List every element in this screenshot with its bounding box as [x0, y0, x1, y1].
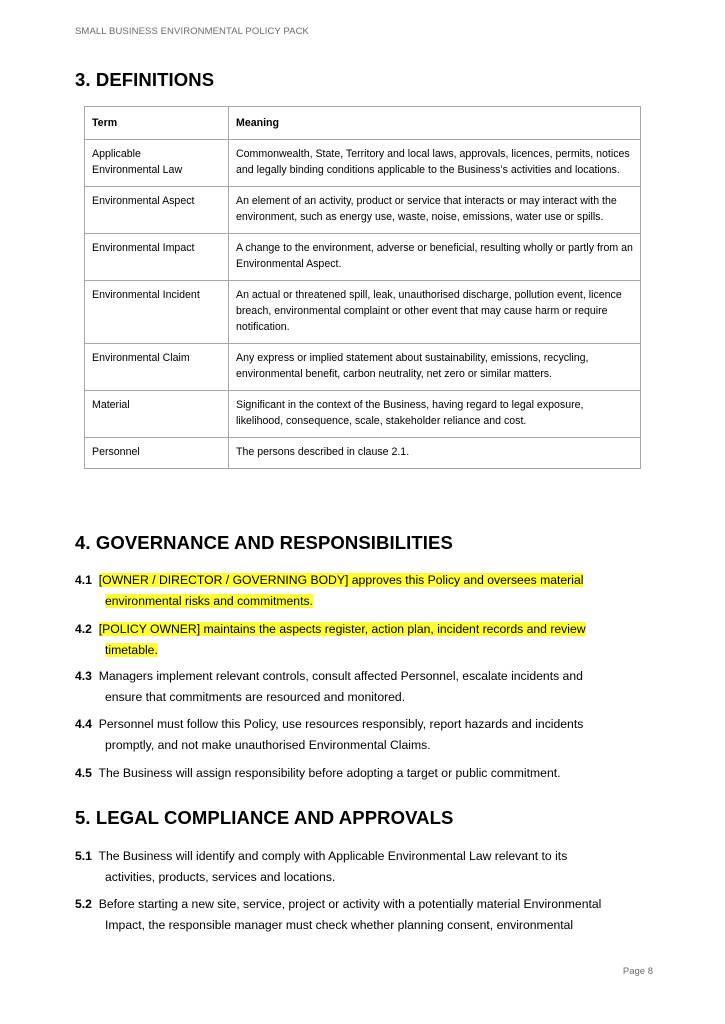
clause-4-1 — [75, 570, 655, 612]
table-row — [85, 140, 641, 187]
table-row — [85, 344, 641, 391]
clause-text-highlighted: timetable. — [105, 643, 158, 657]
term-cell: Environmental Aspect — [85, 187, 229, 234]
meaning-cell: Commonwealth, State, Territory and local laws, approvals, licences, permits, notices and legally binding conditions applicable to the Business’s activities and locations. — [229, 140, 641, 187]
table-row — [85, 438, 641, 469]
page-number: Page 8 — [622, 966, 653, 977]
clause-text: ensure that commitments are resourced and monitored. — [105, 690, 406, 704]
clause-number: 5.1 — [75, 849, 92, 863]
clause-text-highlighted: [OWNER / DIRECTOR / GOVERNING BODY] approves this Policy and oversees material — [98, 573, 584, 587]
clause-text-highlighted: [POLICY OWNER] maintains the aspects register, action plan, incident records and review — [98, 622, 586, 636]
clause-number: 4.1 — [75, 573, 92, 587]
clause-text: promptly, and not make unauthorised Environmental Claims. — [105, 738, 431, 752]
clause-text: Personnel must follow this Policy, use resources responsibly, report hazards and incidents — [98, 717, 584, 731]
clause-text: Managers implement relevant controls, consult affected Personnel, escalate incidents and — [98, 669, 583, 683]
term-cell: Environmental Impact — [85, 234, 229, 281]
column-header-meaning: Meaning — [229, 107, 641, 140]
table-header-row — [85, 107, 641, 140]
term-cell: Material — [85, 391, 229, 438]
clause-text: Impact, the responsible manager must check whether planning consent, environmental — [105, 918, 574, 932]
definitions-table — [84, 106, 641, 469]
clause-text-highlighted: environmental risks and commitments. — [105, 594, 313, 608]
meaning-cell: An element of an activity, product or service that interacts or may interact with the environment, such as energy use, waste, noise, emissions, water use or spills. — [229, 187, 641, 234]
column-header-term: Term — [85, 107, 229, 140]
clause-number: 4.2 — [75, 622, 92, 636]
meaning-cell: An actual or threatened spill, leak, unauthorised discharge, pollution event, licence breach, environmental complaint or other event that may cause harm or require notification. — [229, 281, 641, 344]
clause-text: activities, products, services and locations. — [105, 870, 336, 884]
table-row — [85, 234, 641, 281]
clause-text: Before starting a new site, service, project or activity with a potentially material Environmental — [98, 897, 602, 911]
meaning-cell: A change to the environment, adverse or beneficial, resulting wholly or partly from an Environmental Aspect. — [229, 234, 641, 281]
clause-number: 4.5 — [75, 766, 92, 780]
term-cell: Applicable Environmental Law — [85, 140, 229, 187]
clause-4-5 — [75, 763, 655, 784]
clause-text: The Business will assign responsibility before adopting a target or public commitment. — [98, 766, 561, 780]
clause-4-3 — [75, 666, 655, 708]
clause-4-4 — [75, 714, 655, 756]
clause-number: 5.2 — [75, 897, 92, 911]
clause-number: 4.4 — [75, 717, 92, 731]
term-cell: Personnel — [85, 438, 229, 469]
meaning-cell: Significant in the context of the Business, having regard to legal exposure, likelihood, consequence, scale, stakeholder reliance and cost. — [229, 391, 641, 438]
clause-5-2 — [75, 894, 655, 936]
term-cell: Environmental Incident — [85, 281, 229, 344]
table-row — [85, 281, 641, 344]
section-heading-legal: 5. LEGAL COMPLIANCE AND APPROVALS — [75, 807, 454, 828]
section-heading-definitions: 3. DEFINITIONS — [75, 69, 215, 90]
clause-4-2 — [75, 619, 655, 661]
running-header: SMALL BUSINESS ENVIRONMENTAL POLICY PACK — [75, 26, 309, 37]
clause-number: 4.3 — [75, 669, 92, 683]
section-heading-governance: 4. GOVERNANCE AND RESPONSIBILITIES — [75, 532, 453, 553]
table-row — [85, 391, 641, 438]
clause-text: The Business will identify and comply with Applicable Environmental Law relevant to its — [98, 849, 568, 863]
meaning-cell: The persons described in clause 2.1. — [229, 438, 641, 469]
meaning-cell: Any express or implied statement about sustainability, emissions, recycling, environmental benefit, carbon neutrality, net zero or similar matters. — [229, 344, 641, 391]
term-cell: Environmental Claim — [85, 344, 229, 391]
clause-5-1 — [75, 846, 655, 888]
table-row — [85, 187, 641, 234]
